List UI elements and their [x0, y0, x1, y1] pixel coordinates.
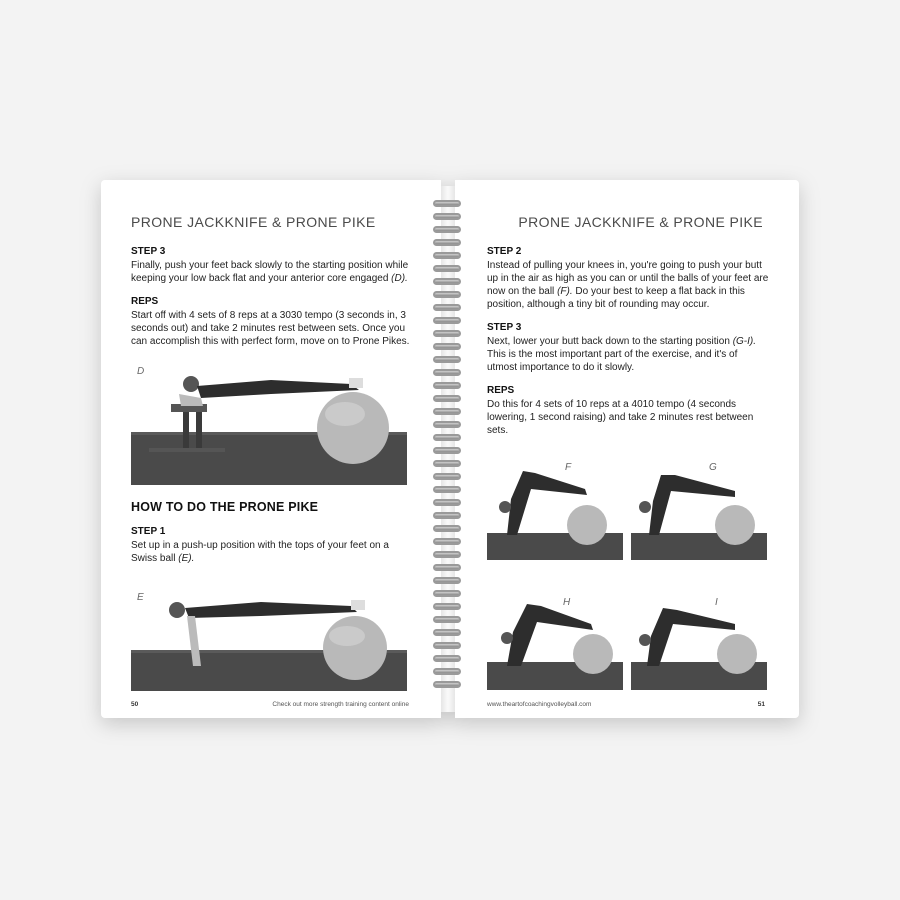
photo-i-illustration: [631, 592, 767, 690]
pike-section-heading: HOW TO DO THE PRONE PIKE: [131, 500, 319, 514]
spiral-ring: [433, 395, 461, 402]
left-page: [101, 180, 441, 718]
step3-text: Finally, push your feet back slowly to the starting position while keeping your low back flat and your anterior core engaged (D).: [131, 260, 409, 284]
spiral-ring: [433, 668, 461, 675]
spiral-ring: [433, 434, 461, 441]
spiral-ring: [433, 226, 461, 233]
exercise-photo-h: [487, 592, 623, 690]
exercise-photo-f: [487, 455, 623, 560]
page-header: PRONE JACKKNIFE & PRONE PIKE: [131, 214, 376, 230]
step1-title: STEP 1: [131, 526, 166, 537]
page-header: PRONE JACKKNIFE & PRONE PIKE: [518, 214, 763, 230]
spiral-binding: [433, 200, 463, 700]
spiral-ring: [433, 200, 461, 207]
photo-g-illustration: [631, 455, 767, 560]
spiral-ring: [433, 317, 461, 324]
page-number: 50: [131, 701, 139, 708]
spiral-ring: [433, 642, 461, 649]
spiral-ring: [433, 525, 461, 532]
spiral-ring: [433, 551, 461, 558]
page-number: 51: [757, 701, 765, 708]
page-footer: Check out more strength training content online: [272, 701, 409, 708]
step1-text: Set up in a push-up position with the tops of your feet on a Swiss ball (E).: [131, 540, 389, 564]
page-footer: www.theartofcoachingvolleyball.com: [487, 701, 592, 708]
photo-d-illustration: [131, 360, 407, 485]
step3-text: Next, lower your butt back down to the starting position (G-I). This is the most important part of the exercise, and it's of utmost importance to do it slowly.: [487, 336, 757, 373]
spiral-ring: [433, 655, 461, 662]
photo-f-label: F: [565, 462, 572, 473]
spiral-ring: [433, 291, 461, 298]
spiral-ring: [433, 356, 461, 363]
spiral-ring: [433, 473, 461, 480]
step2-text: Instead of pulling your knees in, you're going to push your butt up in the air as high as you can or until the balls of your feet are now on the ball (F). Do your best to keep a flat back in this position, although a tiny bit of rounding may occur.: [487, 260, 769, 310]
reps-title: REPS: [487, 385, 515, 396]
spiral-ring: [433, 603, 461, 610]
spiral-ring: [433, 369, 461, 376]
spiral-ring: [433, 590, 461, 597]
spiral-ring: [433, 616, 461, 623]
photo-f-illustration: [487, 455, 623, 560]
photo-e-label: E: [137, 592, 144, 603]
exercise-photo-g: [631, 455, 767, 560]
spiral-ring: [433, 278, 461, 285]
spiral-ring: [433, 343, 461, 350]
exercise-photo-i: [631, 592, 767, 690]
spiral-ring: [433, 681, 461, 688]
open-book: [101, 180, 799, 718]
spiral-ring: [433, 304, 461, 311]
spiral-ring: [433, 564, 461, 571]
photo-h-label: H: [563, 597, 571, 608]
step2-title: STEP 2: [487, 246, 522, 257]
spiral-ring: [433, 460, 461, 467]
right-page: [455, 180, 799, 718]
spiral-ring: [433, 538, 461, 545]
spiral-ring: [433, 252, 461, 259]
spiral-ring: [433, 239, 461, 246]
photo-d-label: D: [137, 366, 145, 377]
spiral-ring: [433, 629, 461, 636]
spiral-ring: [433, 577, 461, 584]
spiral-ring: [433, 330, 461, 337]
photo-g-label: G: [709, 462, 717, 473]
reps-text: Start off with 4 sets of 8 reps at a 3030 tempo (3 seconds in, 3 seconds out) and take 2 minutes rest between sets. Once you can accomplish this with perfect form, move on to Prone Pikes.: [131, 310, 410, 347]
spiral-ring: [433, 421, 461, 428]
exercise-photo-d: [131, 360, 407, 485]
spiral-ring: [433, 486, 461, 493]
spiral-ring: [433, 447, 461, 454]
spiral-ring: [433, 382, 461, 389]
spiral-ring: [433, 408, 461, 415]
spiral-ring: [433, 213, 461, 220]
exercise-photo-e: [131, 588, 407, 691]
photo-i-label: I: [715, 597, 718, 608]
spiral-ring: [433, 499, 461, 506]
step3-title: STEP 3: [487, 322, 522, 333]
photo-h-illustration: [487, 592, 623, 690]
photo-e-illustration: [131, 588, 407, 691]
reps-text: Do this for 4 sets of 10 reps at a 4010 tempo (4 seconds lowering, 1 second raising) and take 2 minutes rest between sets.: [487, 399, 754, 436]
spiral-ring: [433, 512, 461, 519]
reps-title: REPS: [131, 296, 159, 307]
step3-title: STEP 3: [131, 246, 166, 257]
spiral-ring: [433, 265, 461, 272]
